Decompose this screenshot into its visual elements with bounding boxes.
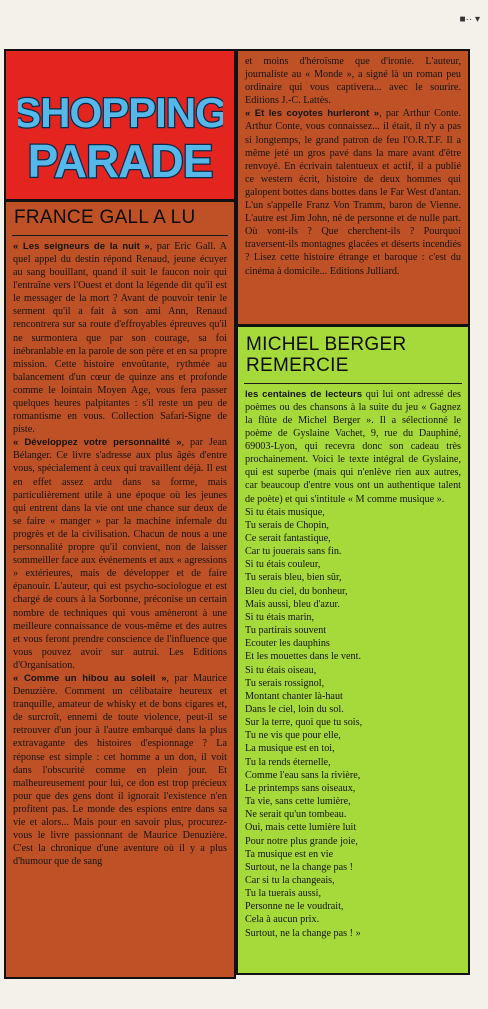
poem-line: Si tu étais oiseau, — [245, 664, 317, 676]
poem-line: Car tu jouerais sans fin. — [245, 546, 342, 558]
book-title: « Les seigneurs de la nuit » — [13, 240, 150, 252]
poem-line: Car si tu la changeais, — [245, 875, 335, 886]
france-gall-text — [13, 240, 227, 869]
review-text: , par Jean Bélanger. Ce livre s'adresse aux plus âgés d'entre vous, spécialement à ceux qui travaillent déjà. Il est en effet assez ardu dans sa forme, mais particulièrement utile à une époque où les jeunes qui entrent dans la vie ont une chance sur deux de se faire « manger » par la machine infernale du progrès et de la civilisation. Chacun de nous a une personnalité propre qu'il convient, non de laisser sommeiller face aux événements et aux « agressions » extérieures, mais de développer et de faire épanouir. L'auteur, qui est psycho-sociologue et est chargé de cours à la Sorbonne, préconise un certain nombre de techniques qui vous amèneront à une meilleure connaissance de vous-même et des autres et vous feront prendre conscience de l'influence que vous pouvez avoir sur autrui. Les Editions d'Organisation. — [13, 437, 227, 671]
poem-line: Mais aussi, bleu d'azur. — [245, 598, 340, 610]
review-arthur-conte — [245, 107, 461, 277]
poem-line: Tu serais bleu, bien sûr, — [245, 572, 342, 584]
poem-line: Ecouter les dauphins — [245, 638, 330, 650]
review-text: , par Arthur Conte. Arthur Conte, vous connaissez... il était, il n'y a pas si longtemps, le grand patron de feu l'O.R.T.F. Il a même jeté un gros pavé dans la mare avant d'être renvoyé. En écrivain talentueux et actif, il a publié ce western écrit, histoire de deux hommes qui galopent bottes dans bottes dans le Far West d'antan. L'un s'appelle Franz Von Tramm, baron de Vienne. L'autre est Jim John, né de personne et de nulle part. Où vont-ils ? Que cherchent-ils ? Pourquoi traversent-ils montagnes glacées et déserts incendiés ? Lisez cette histoire étrange et baroque : c'est du cinéma à domicile... Editions Julliard. — [245, 108, 461, 277]
poem-line: Montant chanter là-haut — [245, 690, 343, 702]
poem-line: Le printemps sans oiseaux, — [245, 782, 356, 794]
poem-line: Dans le ciel, loin du sol. — [245, 703, 344, 715]
poem-line: Tu partirais souvent — [245, 625, 327, 637]
poem-line: Si tu étais musique, — [245, 506, 325, 518]
corner-mark: ■·· ▾ — [459, 14, 480, 25]
book-title: « Comme un hibou au soleil » — [13, 672, 167, 684]
poem-line: Pour notre plus grande joie, — [245, 835, 358, 847]
review-maurice-denuziere — [13, 672, 227, 868]
poem-line: Si tu étais marin, — [245, 611, 315, 623]
poem-line: Tu ne vis que pour elle, — [245, 730, 341, 742]
review-text: , par Maurice Denuzière. Comment un célibataire heureux et tranquille, amateur de whisky et de bons cigares et, de surcroît, ennemi de toute violence, peut-il se retrouver d'un jour à l'autre embarqué dans la plus extravagante des histoires d'espionnage ? La réponse est simple : cet homme a un don, il voit dans l'obscurité comme en plein jour. Et malheureusement pour lui, ce don est trop précieux pour que des gens dont il ignorait l'existence n'en profitent pas. Le monde des espions entre dans sa vie et alors... Mais pour en savoir plus, procurez-vous le livre passionnant de Maurice Denuzière. C'est la chronique d'une aventure où il y a plus d'humour que de sang — [13, 672, 227, 868]
poem-line: Ta musique est en vie — [245, 848, 334, 860]
poem-line: Bleu du ciel, du bonheur, — [245, 585, 348, 597]
poem-line: Tu la rends éternelle, — [245, 756, 331, 768]
book-title: « Développez votre personnalité » — [13, 437, 182, 449]
michel-berger-intro — [245, 388, 461, 506]
review-continuation — [245, 55, 461, 107]
title-line-1: MICHEL BERGER — [246, 334, 407, 355]
poem-line: Oui, mais cette lumière luit — [245, 822, 357, 834]
poem-line: Tu serais rossignol, — [245, 677, 325, 689]
review-eric-gall — [13, 240, 227, 436]
poem-line: La musique est en toi, — [245, 743, 335, 755]
continuation-text — [245, 55, 461, 278]
shopping-parade-logo — [18, 79, 223, 189]
poem-line: Comme l'eau sans la rivière, — [245, 769, 361, 781]
logo-panel — [4, 49, 236, 201]
michel-berger-title — [246, 335, 460, 377]
poem-line: Personne ne le voudrait, — [245, 901, 344, 913]
michel-berger-column — [236, 325, 470, 975]
poem-line: Cela à aucun prix. — [245, 914, 320, 926]
review-jean-belanger — [13, 436, 227, 672]
review-text: , par Eric Gall. A quel appel du destin répond Renaud, jeune écuyer au sang bouillant, quand il suit le faucon noir qui l'entraîne vers l'Ouest et dont la légende dit qu'il est le messager de la mort ? Avant de pouvoir tenir le serment qu'il a fait à son ami Ann, Renaud rencontrera sur sa route d'effroyables épreuves qu'il ne surmontera que par son courage, sa foi inébranlable en la parole de son père et en sa propre mission. Cette histoire envoûtante, rythmée au balancement d'un cœur de quinze ans et profonde comme le lointain Moyen Age, vous fera passer quelques heures palpitantes : s'il reste un peu de romantisme en vous. Collection Safari-Signe de piste. — [13, 240, 228, 436]
logo-line1: SHOPPING — [18, 89, 223, 136]
france-gall-title: FRANCE GALL A LU — [14, 207, 196, 228]
review-text: et moins d'héroïsme que d'ironie. L'auteur, journaliste au « Monde », a signé là un roman peu ordinaire qui vous captivera... avec le sourire. Editions J.-C. Lattès. — [245, 56, 461, 107]
poem — [245, 506, 461, 940]
poem-line: Surtout, ne la change pas ! » — [245, 927, 361, 939]
intro-text: qui lui ont adressé des poèmes ou des chansons à la suite du jeu « Gagnez la flûte de Michel Berger ». Il a sélectionné le poème de Gyslaine Vachet, 9, rue du Dauphiné, 69003-Lyon, qui recevra donc son cadeau très prochainement. Voici le texte intégral de Gyslaine, qui est superbe (mais qui n'enlève rien aux autres, car beaucoup d'entre vous ont un authentique talent de poète) et qui s'intitule « M comme musique ». — [245, 388, 461, 505]
poem-line: Si tu étais couleur, — [245, 559, 321, 571]
poem-line: Ne serait qu'un tombeau. — [245, 809, 347, 821]
continuation-column — [236, 49, 470, 326]
title-rule — [244, 383, 462, 384]
poem-line: Surtout, ne la change pas ! — [245, 861, 354, 873]
poem-line: Ce serait fantastique, — [245, 532, 331, 544]
logo-graphic — [18, 79, 223, 189]
intro-lead: les centaines de lecteurs — [245, 388, 363, 400]
poem-line: Et les mouettes dans le vent. — [245, 651, 361, 663]
poem-line: Sur la terre, quoi que tu sois, — [245, 717, 363, 729]
book-title: « Et les coyotes hurleront » — [245, 108, 380, 120]
logo-line2: PARADE — [27, 135, 213, 187]
poem-line: Tu serais de Chopin, — [245, 519, 329, 531]
title-line-2: REMERCIE — [246, 354, 349, 376]
poem-line: Ta vie, sans cette lumière, — [245, 796, 351, 808]
title-rule — [12, 235, 228, 236]
france-gall-column — [4, 200, 236, 979]
poem-line: Tu la tuerais aussi, — [245, 888, 322, 900]
